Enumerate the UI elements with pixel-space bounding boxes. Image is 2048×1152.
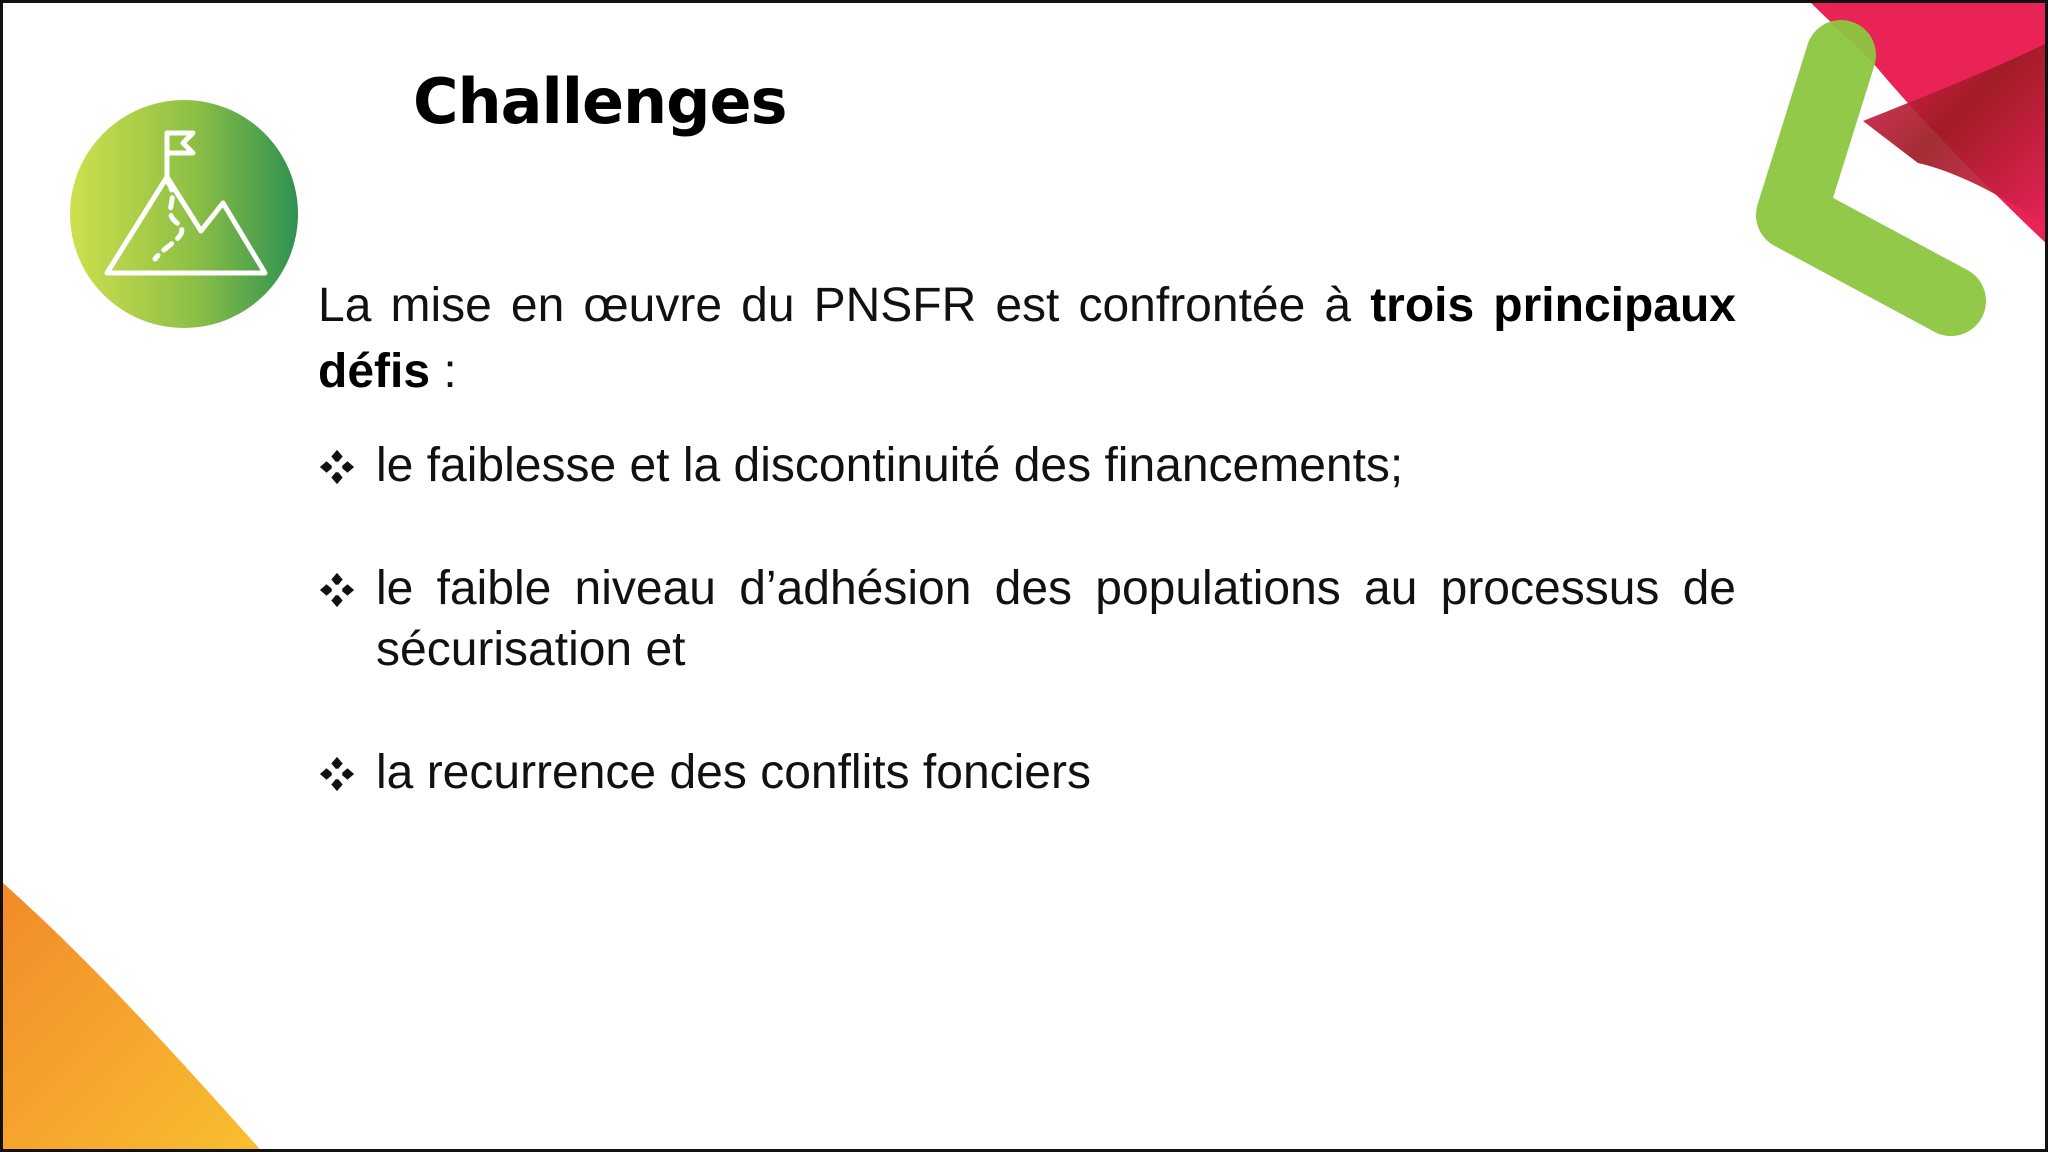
orange-corner-shape [3,883,265,1152]
intro-bold-text: trois principaux défis [318,279,1737,398]
intro-text: La mise en œuvre du PNSFR est confrontée à [318,279,1352,332]
four-diamond-bullet-icon [318,571,356,609]
four-diamond-bullet-icon [318,448,356,486]
challenges-list [318,435,1736,865]
list-item [318,435,1736,496]
mountain-flag-icon [69,99,299,329]
intro-paragraph [318,273,1736,405]
list-item [318,558,1736,680]
bullet-text: la recurrence des conflits fonciers [376,746,1091,799]
list-item [318,742,1736,803]
bullet-text: le faible niveau d’adhésion des populations au processus de sécurisation et [376,562,1736,676]
slide-title: Challenges [413,65,787,138]
intro-colon: : [443,345,457,398]
four-diamond-bullet-icon [318,755,356,793]
bullet-text: le faiblesse et la discontinuité des financements; [376,439,1404,492]
